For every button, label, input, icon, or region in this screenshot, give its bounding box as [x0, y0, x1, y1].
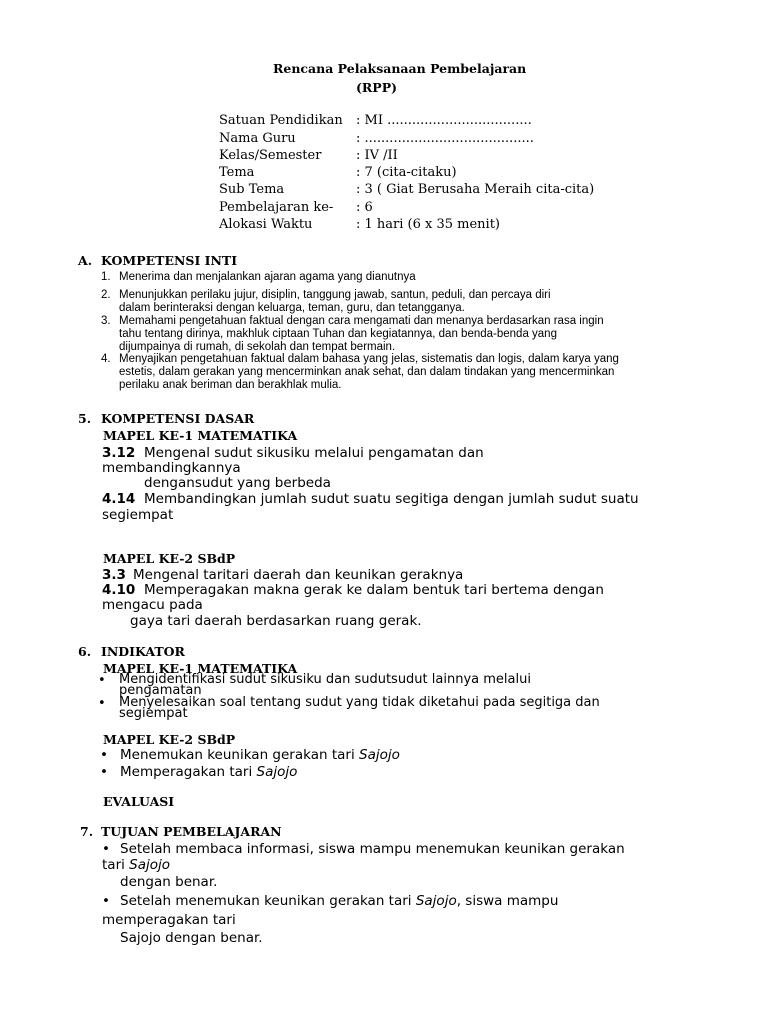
indikator-item: Menyelesaikan soal tentang sudut yang tidak diketahui pada segitiga dan	[119, 695, 600, 710]
ki-item-line: perilaku anak beriman dan berakhlak mulia.	[119, 379, 342, 391]
kd-number: 4.14	[102, 491, 136, 507]
ki-marker: A.	[78, 253, 93, 268]
document-subtitle: (RPP)	[356, 80, 398, 95]
kd-text: Mengenal taritari daerah dan keunikan geraknya	[133, 567, 464, 583]
document-title: Rencana Pelaksanaan Pembelajaran	[273, 61, 527, 76]
tujuan-item: tari Sajojo	[102, 857, 171, 873]
ki-item-number: 2.	[101, 289, 111, 301]
info-value: : 1 hari (6 x 35 menit)	[356, 217, 501, 232]
tujuan-item: Setelah membaca informasi, siswa mampu menemukan keunikan gerakan	[120, 841, 625, 857]
bullet-icon: •	[102, 893, 110, 909]
bullet-icon: •	[100, 747, 108, 763]
tujuan-marker: 7.	[80, 824, 94, 839]
ki-item-line: tahu tentang dirinya, makhluk ciptaan Tuhan dan kegiatannya, dan benda-benda yang	[119, 328, 557, 340]
info-value: : .........................................	[356, 131, 534, 146]
info-label: Pembelajaran ke-	[219, 200, 334, 215]
ki-item-number: 1.	[101, 271, 111, 283]
info-value: : 7 (cita-citaku)	[356, 165, 457, 180]
tujuan-item: memperagakan tari	[102, 912, 236, 928]
kd-number: 3.3	[102, 567, 126, 583]
bullet-icon: •	[100, 764, 108, 780]
kd-mapel-2-heading: MAPEL KE-2 SBdP	[103, 551, 236, 566]
kd-text: dengansudut yang berbeda	[144, 475, 331, 491]
info-value: : 3 ( Giat Berusaha Meraih cita-cita)	[356, 182, 595, 197]
evaluasi-heading: EVALUASI	[103, 794, 175, 809]
kd-text: Memperagakan makna gerak ke dalam bentuk tari bertema dengan	[144, 582, 604, 598]
ki-item-line: Menyajikan pengetahuan faktual dalam bahasa yang jelas, sistematis dan logis, dalam karya yang	[119, 353, 619, 365]
tujuan-heading: TUJUAN PEMBELAJARAN	[101, 824, 282, 839]
ki-item-line: Menunjukkan perilaku jujur, disiplin, tanggung jawab, santun, peduli, dan percaya diri	[119, 289, 551, 301]
kd-heading: KOMPETENSI DASAR	[101, 411, 255, 426]
bullet-icon: •	[98, 696, 106, 711]
indikator-marker: 6.	[78, 644, 92, 659]
ki-item-number: 3.	[101, 315, 111, 327]
kd-mapel-1-heading: MAPEL KE-1 MATEMATIKA	[103, 428, 298, 443]
info-label: Sub Tema	[219, 182, 285, 197]
tujuan-item: dengan benar.	[120, 874, 218, 890]
ki-item-line: dijumpainya di rumah, di sekolah dan tempat bermain.	[119, 341, 396, 353]
ki-item-line: Memahami pengetahuan faktual dengan cara mengamati dan menanya berdasarkan rasa ingin	[119, 315, 604, 327]
kd-number: 4.10	[102, 582, 136, 598]
indikator-item: pengamatan	[119, 683, 202, 698]
info-label: Kelas/Semester	[219, 148, 322, 163]
indikator-item: Menemukan keunikan gerakan tari Sajojo	[120, 747, 400, 763]
indikator-item: segiempat	[119, 706, 188, 721]
info-value: : IV /II	[356, 148, 398, 163]
ki-item-line: Menerima dan menjalankan ajaran agama yang dianutnya	[119, 271, 416, 283]
kd-text: Mengenal sudut sikusiku melalui pengamatan dan	[144, 445, 484, 461]
kd-marker: 5.	[78, 411, 92, 426]
indikator-mapel-2-heading: MAPEL KE-2 SBdP	[103, 732, 236, 747]
ki-item-line: dalam berinteraksi dengan keluarga, teman, guru, dan tetangganya.	[119, 302, 465, 314]
kd-text: segiempat	[102, 507, 174, 523]
info-value: : MI ...................................	[356, 113, 532, 128]
indikator-heading: INDIKATOR	[101, 644, 185, 659]
kd-text: mengacu pada	[102, 597, 203, 613]
indikator-item: Memperagakan tari Sajojo	[120, 764, 298, 780]
info-label: Alokasi Waktu	[219, 217, 313, 232]
info-label: Tema	[219, 165, 255, 180]
indikator-mapel-1-heading: MAPEL KE-1 MATEMATIKA	[103, 661, 298, 676]
bullet-icon: •	[102, 841, 110, 857]
kd-text: membandingkannya	[102, 460, 241, 476]
tujuan-item: Setelah menemukan keunikan gerakan tari Sajojo, siswa mampu	[120, 893, 559, 909]
tujuan-item: Sajojo dengan benar.	[120, 930, 263, 946]
ki-item-line: estetis, dalam gerakan yang mencerminkan anak sehat, dan dalam tindakan yang mencerminkan	[119, 366, 615, 378]
kd-text: gaya tari daerah berdasarkan ruang gerak.	[130, 613, 422, 629]
info-label: Satuan Pendidikan	[219, 113, 343, 128]
info-value: : 6	[356, 200, 373, 215]
kd-text: Membandingkan jumlah sudut suatu segitiga dengan jumlah sudut suatu	[144, 491, 639, 507]
bullet-icon: •	[98, 673, 106, 688]
ki-item-number: 4.	[101, 353, 111, 365]
indikator-item: Mengidentifikasi sudut sikusiku dan sudutsudut lainnya melalui	[119, 672, 531, 687]
ki-heading: KOMPETENSI INTI	[101, 253, 238, 268]
kd-number: 3.12	[102, 445, 136, 461]
info-label: Nama Guru	[219, 131, 296, 146]
